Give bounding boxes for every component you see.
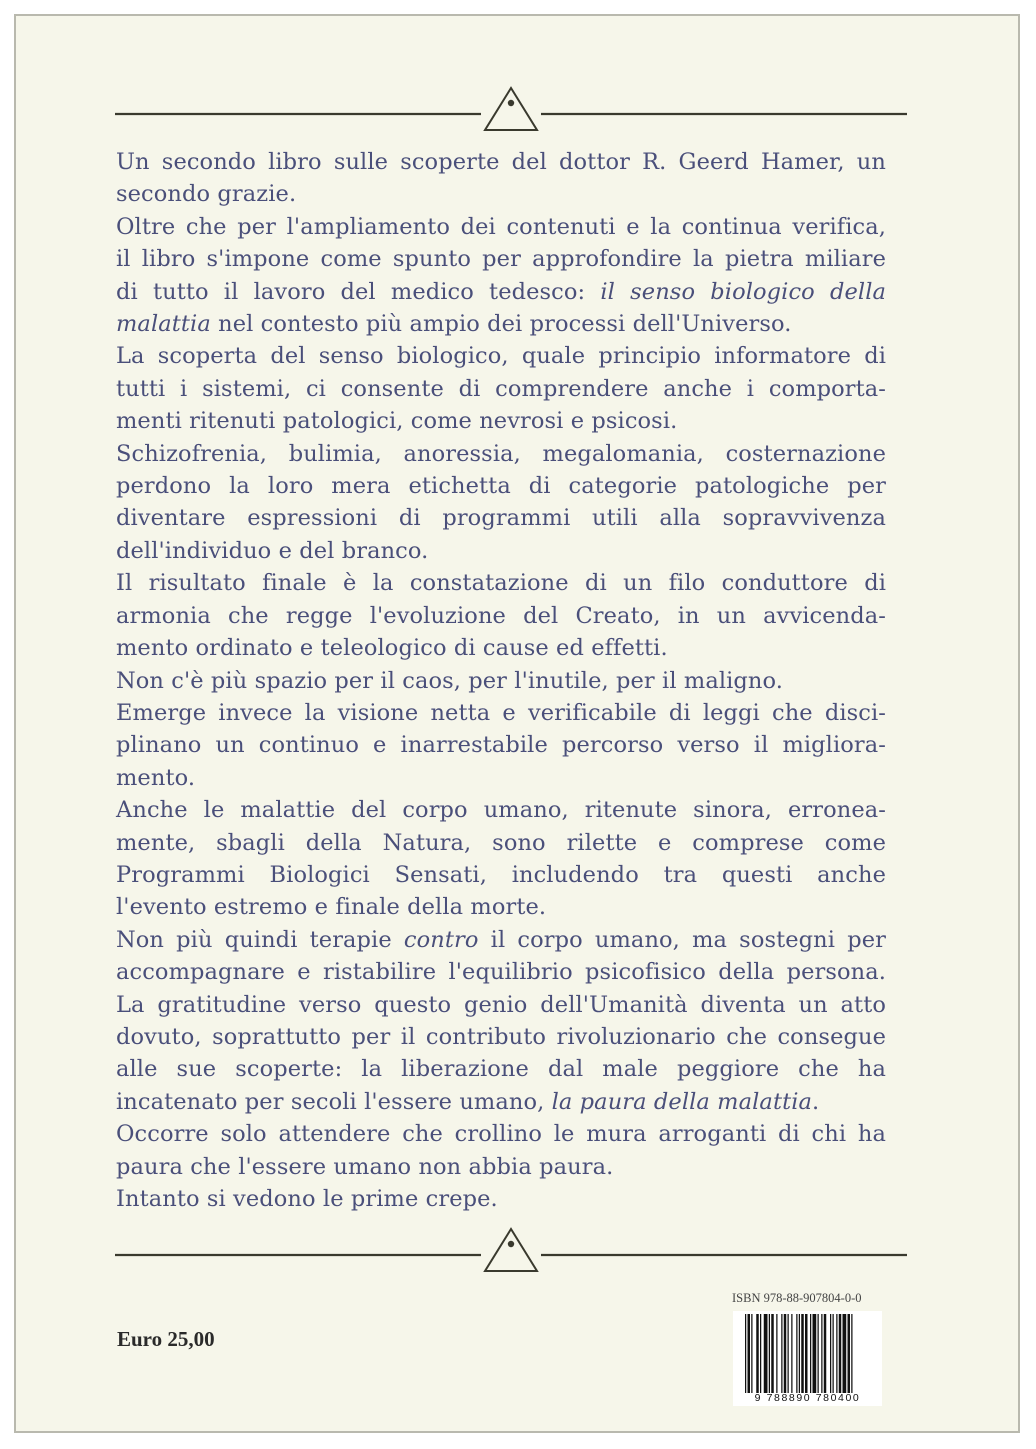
text-line: Oltre che per l'ampliamento dei contenuti e la continua verifica,	[116, 213, 886, 240]
text-line: Il risultato finale è la constatazione di un filo conduttore di	[116, 570, 886, 597]
text-line: mente, sbagli della Natura, sono rilette e comprese come	[116, 829, 886, 856]
text-run: incatenato per secoli l'essere umano,	[116, 1088, 552, 1115]
text-line: paura che l'essere umano non abbia paura.	[116, 1153, 614, 1180]
barcode-bar	[821, 1314, 822, 1393]
barcode-bar	[796, 1314, 797, 1393]
text-line: Anche le malattie del corpo umano, ritenute sinora, erronea-	[116, 797, 886, 824]
barcode-bar	[776, 1314, 777, 1393]
barcode-digits: 9 788890 780400	[735, 1393, 880, 1404]
text-line: perdono la loro mera etichetta di categorie patologiche per	[116, 473, 886, 500]
text-run: di tutto il lavoro del medico tedesco:	[116, 278, 601, 305]
text-line: diventare espressioni di programmi utili alla sopravvivenza	[116, 505, 886, 532]
text-line: dell'individuo e del branco.	[116, 537, 429, 564]
text-line: menti ritenuti patologici, come nevrosi e psicosi.	[116, 408, 678, 435]
triangle-with-eye-icon	[115, 84, 907, 134]
barcode-bar	[784, 1314, 787, 1393]
body-text	[116, 146, 886, 1215]
barcode-bar	[745, 1314, 746, 1393]
text-line: armonia che regge l'evoluzione del Creato, in un avvicenda-	[116, 602, 886, 629]
text-line: alle sue scoperte: la liberazione dal male peggiore che ha	[116, 1056, 886, 1083]
text-line: Occorre solo attendere che crollino le mura arroganti di chi ha	[116, 1121, 886, 1148]
italic-phrase: il senso biologico della	[600, 278, 886, 305]
top-ornament	[115, 84, 907, 134]
text-line: Un secondo libro sulle scoperte del dottor R. Geerd Hamer, un	[116, 149, 886, 175]
barcode-bar	[824, 1314, 827, 1393]
barcode-bar	[760, 1314, 761, 1393]
text-line: La gratitudine verso questo genio dell'Umanità diventa un atto	[116, 991, 886, 1018]
text-line: Schizofrenia, bulimia, anoressia, megalomania, costernazione	[116, 440, 886, 467]
text-run: Non più quindi terapie	[116, 926, 404, 953]
text-line	[116, 1086, 886, 1118]
text-line	[116, 276, 886, 308]
barcode-bar	[851, 1314, 852, 1393]
text-line: secondo grazie.	[116, 181, 297, 208]
barcode-bar	[805, 1314, 808, 1393]
barcode-bar	[751, 1314, 752, 1393]
barcode-bar	[799, 1314, 800, 1393]
barcode	[733, 1311, 882, 1406]
text-run: .	[812, 1088, 820, 1115]
italic-phrase: malattia	[116, 311, 211, 338]
barcode-bar	[818, 1314, 819, 1393]
text-line: Emerge invece la visione netta e verificabile di leggi che disci-	[116, 699, 886, 726]
italic-phrase: la paura della malattia	[551, 1088, 813, 1115]
barcode-bar	[830, 1314, 831, 1393]
barcode-bar	[756, 1314, 759, 1393]
barcode-bar	[791, 1314, 792, 1393]
text-line: Programmi Biologici Sensati, includendo tra questi anche	[116, 861, 886, 888]
barcode-bar	[788, 1314, 789, 1393]
text-line: dovuto, soprattutto per il contributo rivoluzionario che consegue	[116, 1023, 886, 1050]
text-line	[116, 924, 886, 956]
text-line: Intanto si vedono le prime crepe.	[116, 1186, 498, 1212]
text-run: nel contesto più ampio dei processi dell'Universo.	[210, 311, 792, 338]
text-line: l'evento estremo e finale della morte.	[116, 894, 547, 921]
barcode-bar	[769, 1314, 770, 1393]
barcode-bar	[781, 1314, 782, 1393]
text-line: accompagnare e ristabilire l'equilibrio psicofisico della persona.	[116, 959, 886, 986]
text-line: plinano un continuo e inarrestabile percorso verso il migliora-	[116, 732, 886, 759]
barcode-bar	[843, 1314, 847, 1393]
barcode-bar	[836, 1314, 837, 1393]
bottom-ornament	[115, 1225, 907, 1275]
barcode-bar	[848, 1314, 851, 1393]
text-line: La scoperta del senso biologico, quale principio informatore di	[116, 343, 886, 370]
text-run: il corpo umano, ma sostegni per	[478, 926, 886, 953]
triangle-with-eye-icon	[115, 1225, 907, 1275]
text-line	[116, 308, 886, 340]
barcode-bar	[813, 1314, 817, 1393]
barcode-bar	[839, 1314, 842, 1393]
text-line: il libro s'impone come spunto per approfondire la pietra miliare	[116, 246, 886, 273]
barcode-bar	[810, 1314, 811, 1393]
barcode-bar	[764, 1314, 768, 1393]
barcode-bar	[801, 1314, 804, 1393]
price-label: Euro 25,00	[117, 1327, 215, 1351]
text-line: tutti i sistemi, ci consente di comprendere anche i comporta-	[116, 375, 886, 402]
isbn-label: ISBN 978-88-907804-0-0	[732, 1291, 862, 1305]
italic-phrase: contro	[403, 926, 479, 953]
barcode-bar	[833, 1314, 834, 1393]
text-line: mento ordinato e teleologico di cause ed effetti.	[116, 635, 668, 662]
text-line: mento.	[116, 764, 196, 791]
text-line: Non c'è più spazio per il caos, per l'inutile, per il maligno.	[116, 667, 784, 694]
barcode-bar	[748, 1314, 751, 1393]
barcode-bar	[771, 1314, 774, 1393]
